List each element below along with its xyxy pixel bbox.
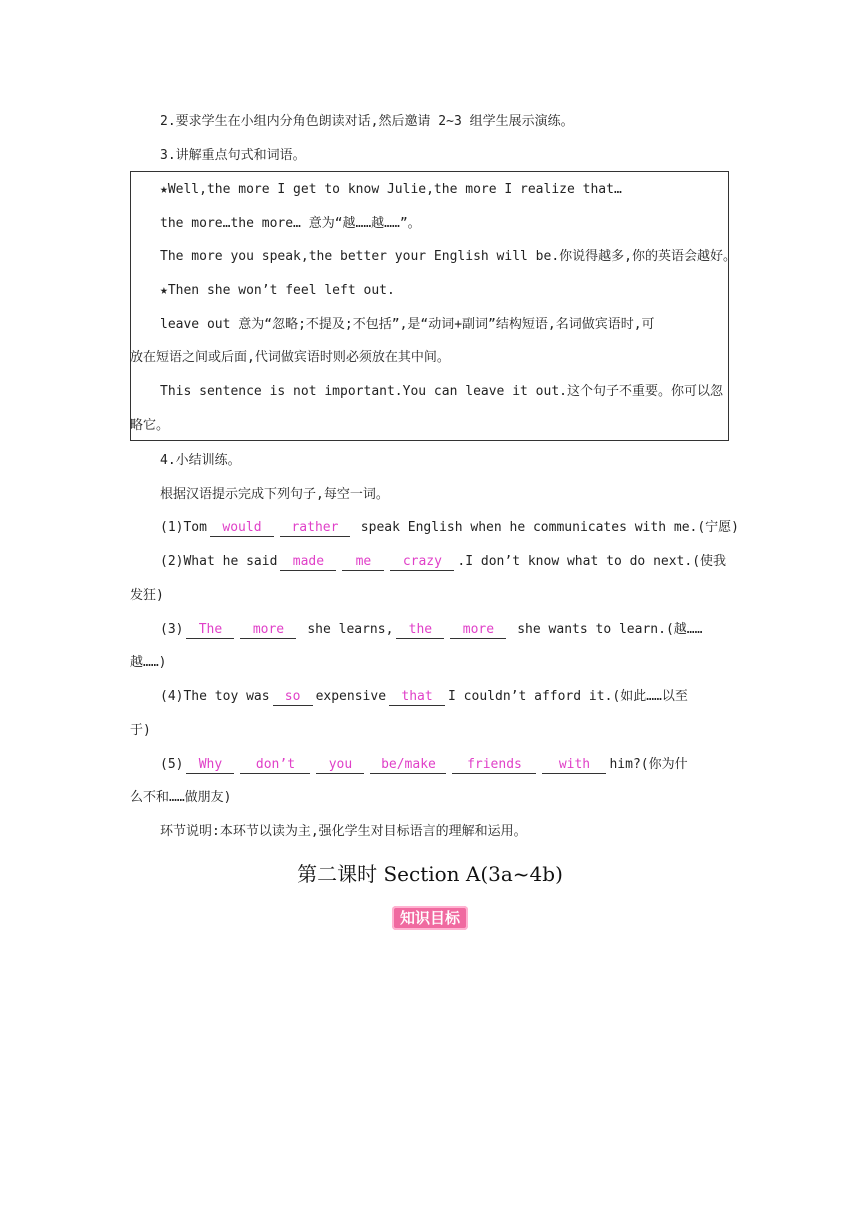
exercise-2-suffix: .I don’t know what to do next.(使我 <box>457 554 727 569</box>
answer-blank: don’t <box>240 757 310 774</box>
exercise-3-suffix: she wants to learn.(越…… <box>517 622 703 637</box>
exercise-3-prefix: (3) <box>160 622 184 637</box>
exercise-3-continued: 越……) <box>130 655 167 670</box>
answer-blank: you <box>316 757 364 774</box>
exercise-1-prefix: (1)Tom <box>160 520 207 535</box>
section-note: 环节说明:本环节以读为主,强化学生对目标语言的理解和运用。 <box>160 824 527 839</box>
answer-blank: be/make <box>370 757 446 774</box>
box-line-6: 放在短语之间或后面,代词做宾语时则必须放在其中间。 <box>130 350 450 365</box>
exercise-4-continued: 于) <box>130 723 151 738</box>
exercise-5-continued: 么不和……做朋友) <box>130 790 232 805</box>
box-line-3: The more you speak,the better your English will be.你说得越多,你的英语会越好。 <box>160 249 736 264</box>
answer-blank: rather <box>280 520 350 537</box>
exercise-4-prefix: (4)The toy was <box>160 689 270 704</box>
answer-blank: that <box>389 689 445 706</box>
box-line-8: 略它。 <box>130 418 170 433</box>
exercise-3-middle: she learns, <box>307 622 394 637</box>
exercise-5 <box>160 755 688 775</box>
exercise-3 <box>160 620 702 640</box>
box-line-5: leave out 意为“忽略;不提及;不包括”,是“动词+副词”结构短语,名词做宾语时,可 <box>160 317 655 332</box>
answer-blank: would <box>210 520 274 537</box>
exercise-4-middle: expensive <box>315 689 387 704</box>
answer-blank: The <box>186 622 234 639</box>
exercise-5-suffix: him?(你为什 <box>609 757 688 772</box>
exercise-1-suffix: speak English when he communicates with me.(宁愿) <box>360 520 739 535</box>
box-line-7: This sentence is not important.You can leave it out.这个句子不重要。你可以忽 <box>160 384 723 399</box>
answer-blank: with <box>542 757 606 774</box>
box-line-2: the more…the more… 意为“越……越……”。 <box>160 216 421 231</box>
answer-blank: so <box>273 689 313 706</box>
box-line-4: ★Then she won’t feel left out. <box>160 283 395 298</box>
exercise-2-continued: 发狂) <box>130 588 164 603</box>
answer-blank: Why <box>186 757 234 774</box>
exercise-4-suffix: I couldn’t afford it.(如此……以至 <box>448 689 688 704</box>
answer-blank: made <box>280 554 336 571</box>
answer-blank: more <box>450 622 506 639</box>
exercise-1 <box>160 518 739 538</box>
step-2-text: 2.要求学生在小组内分角色朗读对话,然后邀请 2~3 组学生展示演练。 <box>160 114 574 129</box>
step-3-text: 3.讲解重点句式和词语。 <box>160 148 306 163</box>
answer-blank: the <box>396 622 444 639</box>
answer-blank: me <box>342 554 384 571</box>
knowledge-goal-badge: 知识目标 <box>392 906 468 930</box>
answer-blank: crazy <box>390 554 454 571</box>
instruction-text: 根据汉语提示完成下列句子,每空一词。 <box>160 487 389 502</box>
box-line-1: ★Well,the more I get to know Julie,the more I realize that… <box>160 182 622 197</box>
exercise-2-prefix: (2)What he said <box>160 554 278 569</box>
exercise-5-prefix: (5) <box>160 757 184 772</box>
answer-blank: friends <box>452 757 536 774</box>
answer-blank: more <box>240 622 296 639</box>
step-4-text: 4.小结训练。 <box>160 453 241 468</box>
section-title: 第二课时 Section A(3a~4b) <box>297 862 563 886</box>
exercise-4 <box>160 687 688 707</box>
exercise-2 <box>160 552 726 572</box>
